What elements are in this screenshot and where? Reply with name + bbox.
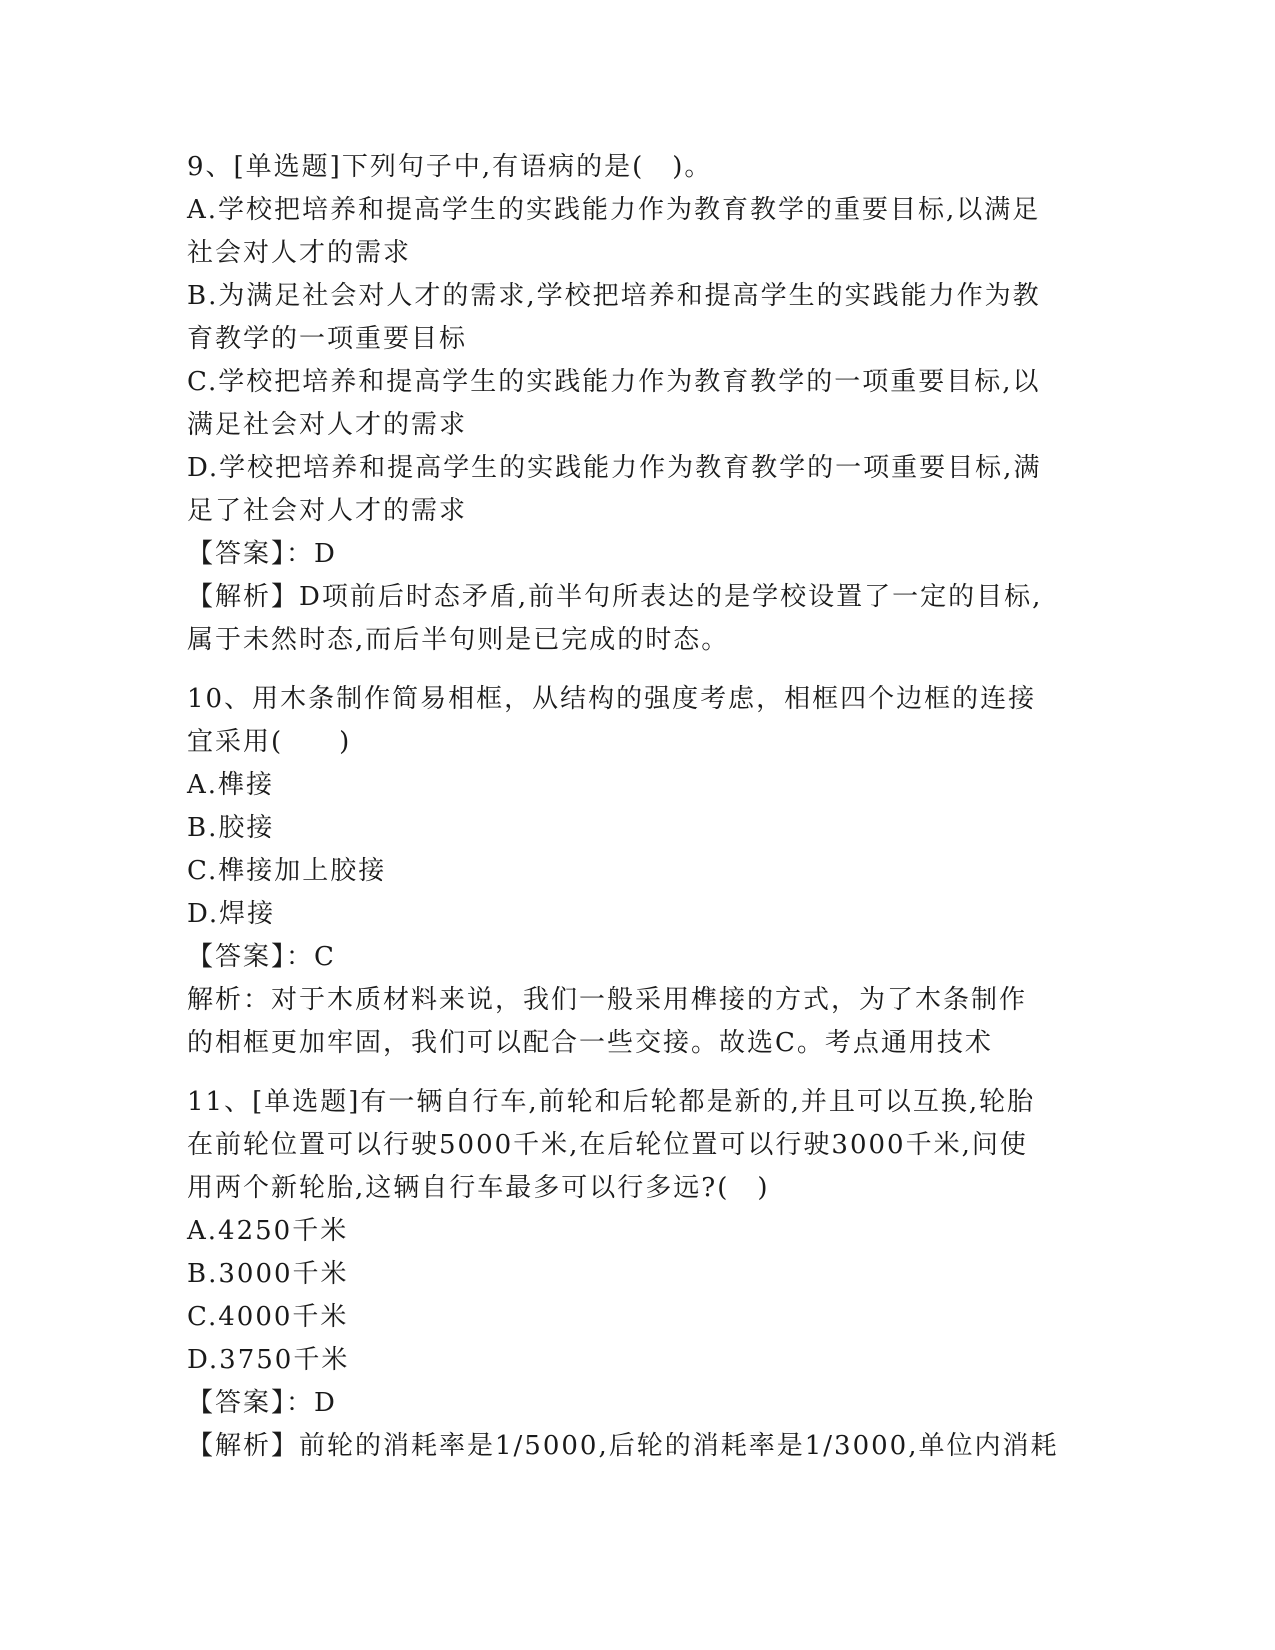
option-b: B.3000千米 xyxy=(187,1259,349,1289)
option-c-cont: 满足社会对人才的需求 xyxy=(187,410,468,440)
option-a: A.榫接 xyxy=(187,770,275,800)
analysis-cont: 的相框更加牢固，我们可以配合一些交接。故选C。考点通用技术 xyxy=(187,1028,993,1058)
question-11 xyxy=(187,1081,1087,1468)
option-b-cont: 育教学的一项重要目标 xyxy=(187,324,468,354)
option-c: C.榫接加上胶接 xyxy=(187,856,387,886)
option-d-cont: 足了社会对人才的需求 xyxy=(187,496,468,526)
question-stem: 10、用木条制作简易相框，从结构的强度考虑，相框四个边框的连接 xyxy=(187,684,1037,714)
question-stem: 11、[单选题]有一辆自行车,前轮和后轮都是新的,并且可以互换,轮胎 xyxy=(187,1087,1036,1117)
option-d: D.学校把培养和提高学生的实践能力作为教育教学的一项重要目标,满 xyxy=(187,453,1042,483)
option-d: D.焊接 xyxy=(187,899,276,929)
analysis: 【解析】D项前后时态矛盾,前半句所表达的是学校设置了一定的目标, xyxy=(187,582,1043,612)
option-a: A.4250千米 xyxy=(187,1216,349,1246)
option-d: D.3750千米 xyxy=(187,1345,350,1375)
question-stem-cont: 宜采用( ) xyxy=(187,727,352,757)
option-c: C.学校把培养和提高学生的实践能力作为教育教学的一项重要目标,以 xyxy=(187,367,1041,397)
analysis: 【解析】前轮的消耗率是1/5000,后轮的消耗率是1/3000,单位内消耗 xyxy=(187,1431,1059,1461)
answer: 【答案】：C xyxy=(187,942,336,972)
question-9 xyxy=(187,146,1087,662)
question-spacer xyxy=(187,1065,1087,1081)
analysis-cont: 属于未然时态,而后半句则是已完成的时态。 xyxy=(187,625,730,655)
answer: 【答案】：D xyxy=(187,539,337,569)
analysis: 解析：对于木质材料来说，我们一般采用榫接的方式，为了木条制作 xyxy=(187,985,1028,1015)
option-b: B.为满足社会对人才的需求,学校把培养和提高学生的实践能力作为教 xyxy=(187,281,1041,311)
option-a-cont: 社会对人才的需求 xyxy=(187,238,412,268)
option-a: A.学校把培养和提高学生的实践能力作为教育教学的重要目标,以满足 xyxy=(187,195,1041,225)
option-c: C.4000千米 xyxy=(187,1302,349,1332)
question-10 xyxy=(187,678,1087,1065)
question-stem-cont: 在前轮位置可以行驶5000千米,在后轮位置可以行驶3000千米,问使 xyxy=(187,1130,1028,1160)
answer: 【答案】：D xyxy=(187,1388,337,1418)
option-b: B.胶接 xyxy=(187,813,275,843)
question-stem-cont: 用两个新轮胎,这辆自行车最多可以行多远?( ) xyxy=(187,1173,770,1203)
document-page xyxy=(187,146,1087,1468)
question-stem: 9、[单选题]下列句子中,有语病的是( )。 xyxy=(187,152,713,182)
question-spacer xyxy=(187,662,1087,678)
